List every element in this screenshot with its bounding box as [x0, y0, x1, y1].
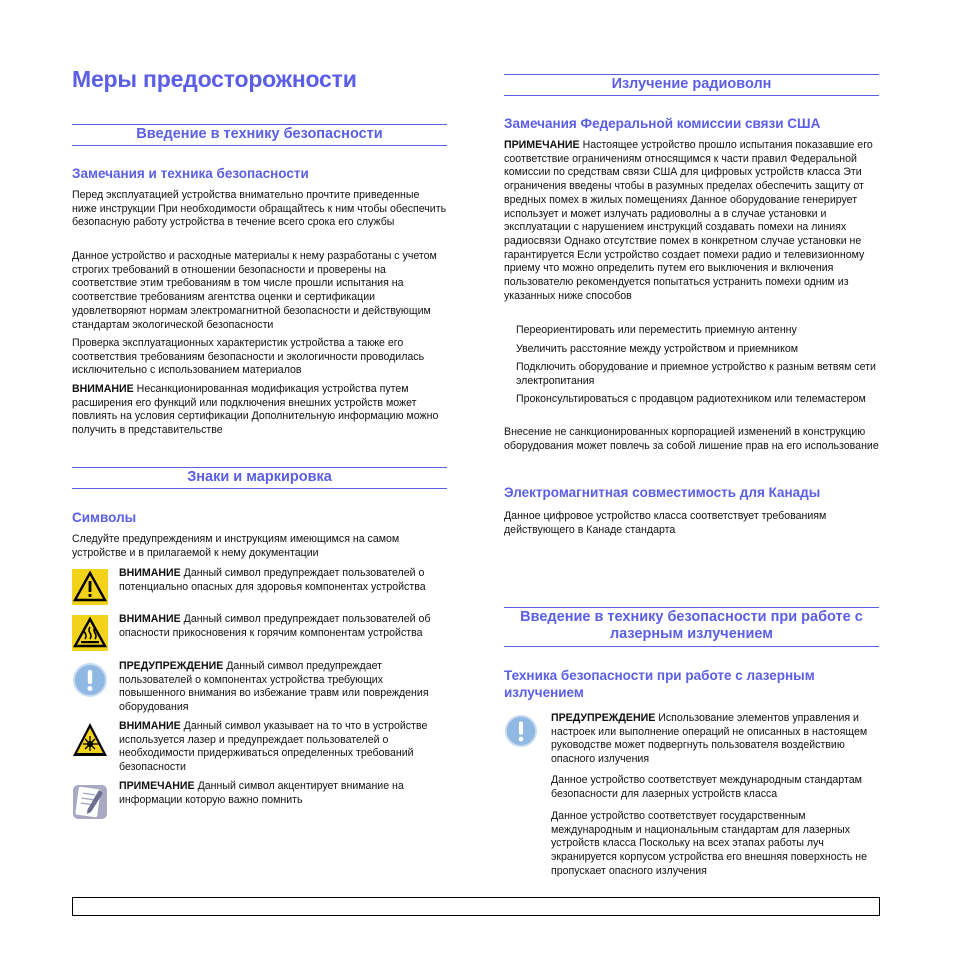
list-item: Проконсультироваться с продавцом радиотехником или телемастером [516, 393, 866, 405]
symbol-row [72, 660, 447, 716]
paragraph: Внесение не санкционированных корпорацией изменений в конструкцию оборудования может повлечь за собой лишение прав на его использование [504, 426, 879, 452]
list-item: Подключить оборудование и приемное устройство к разным ветвям сети электропитания [516, 361, 876, 387]
section-title-signs: Знаки и маркировка [72, 467, 447, 489]
symbol-row [72, 567, 447, 611]
note-paragraph [504, 139, 879, 303]
caution-text: Несанкционированная модификация устройства путем расширения его функций или подключения внешних устройств может повлиять на условия сертификации Дополнительную информацию можно получить в представительстве [72, 383, 439, 437]
list-item: Увеличить расстояние между устройством и приемником [516, 343, 799, 355]
symbol-text: ВНИМАНИЕ Данный символ предупреждает пользователей об опасности прикосновения к горячим компонентам устройства [119, 613, 431, 639]
list-item: Переориентировать или переместить приемную антенну [516, 324, 797, 336]
footer-box [72, 897, 880, 916]
symbol-row [72, 720, 447, 776]
paragraph: Проверка эксплуатационных характеристик устройства а также его соответствия требованиям безопасности и экологичности проводилась исключительно с использованием материалов [72, 337, 425, 377]
note-text: Настоящее устройство прошло испытания показавшие его соответствие ограничениям относящимся к части правил Федеральной комиссии по средствам связи США для цифровых устройств класса Эти ограничения введены чтобы в разумных пределах обеспечить защиту от вредных помех в жилых помещениях Данное оборудование генерирует использует и может излучать радиоволны а в случае установки и эксплуатации с нарушением инструкций создавать помехи на линиях радиосвязи Однако отсутствие помех в конкретном случае установки не гарантируется Если устройство создает помехи радио и телевизионному приему что можно определить путем его выключения и включения пользователю рекомендуется попытаться устранить помехи одним из указанных ниже способов [504, 139, 873, 302]
paragraph: Данное устройство и расходные материалы к нему разработаны с учетом строгих требований в отношении безопасности и проверены на соответствие этим требованиям в том числе прошли испытания на соответствие требованиям агентства оценки и сертификации удовлетворяют нормам электромагнитной безопасности и действующим стандартам экологической безопасности [72, 250, 437, 331]
page-title: Меры предосторожности [72, 66, 357, 92]
laser-warning-icon [72, 722, 108, 758]
symbol-text: ПРЕДУПРЕЖДЕНИЕ Данный символ предупреждает пользователей о компонентах устройства требующих повышенного внимания во избежание травм или повреждения оборудования [119, 660, 429, 714]
paragraph: Перед эксплуатацией устройства внимательно прочтите приведенные ниже инструкции При необходимости обращайтесь к ним чтобы обеспечить безопасную работу устройства в течение всего срока его службы [72, 189, 447, 229]
exclamation-circle-icon [504, 714, 538, 748]
symbol-row [72, 613, 447, 657]
subhead-laser-safety: Техника безопасности при работе с лазерным излучением [504, 668, 815, 700]
subhead-canada-emc: Электромагнитная совместимость для Канады [504, 485, 821, 500]
warning-label: ПРЕДУПРЕЖДЕНИЕ [551, 712, 656, 724]
hot-surface-icon [72, 615, 108, 651]
paragraph: Следуйте предупреждениям и инструкциям имеющимся на самом устройстве и в прилагаемой к нему документации [72, 533, 400, 559]
paragraph: Данное цифровое устройство класса соответствует требованиям действующего в Канаде стандарта [504, 510, 827, 536]
symbol-text: ПРИМЕЧАНИЕ Данный символ акцентирует внимание на информации которую важно помнить [119, 780, 404, 806]
section-title-safety-intro: Введение в технику безопасности [72, 124, 447, 146]
section-title-radio: Излучение радиоволн [504, 74, 879, 96]
exclamation-circle-icon [72, 662, 108, 698]
note-pen-icon [72, 784, 108, 820]
warning-text: Использование элементов управления и настроек или выполнение операций не описанных в настоящем руководстве может подвергнуть пользователя воздействию опасного излучения [551, 712, 868, 766]
symbol-text: ВНИМАНИЕ Данный символ указывает на то что в устройстве используется лазер и предупреждает пользователей о необходимости придерживаться определенных требований безопасности [119, 720, 428, 774]
note-label: ПРИМЕЧАНИЕ [504, 139, 580, 151]
paragraph: Данное устройство соответствует государственным международным и национальным стандартам для лазерных устройств класса Поскольку на всех этапах работы луч экранируется корпусом устройства его внешняя поверхность не пропускает опасного излучения [551, 810, 867, 877]
symbol-text: ВНИМАНИЕ Данный символ предупреждает пользователей о потенциально опасных для здоровья компонентах устройства [119, 567, 426, 593]
subhead-safety-notes: Замечания и техника безопасности [72, 166, 309, 181]
paragraph: Данное устройство соответствует международным стандартам безопасности для лазерных устройств класса [551, 774, 862, 800]
subhead-fcc: Замечания Федеральной комиссии связи США [504, 116, 821, 131]
section-title-laser: Введение в технику безопасности при работе с лазерным излучением [504, 607, 879, 647]
caution-paragraph [72, 383, 447, 438]
warning-triangle-icon [72, 569, 108, 605]
subhead-symbols: Символы [72, 510, 137, 525]
caution-label: ВНИМАНИЕ [72, 383, 134, 395]
symbol-row [72, 780, 447, 824]
warning-paragraph [551, 712, 879, 767]
